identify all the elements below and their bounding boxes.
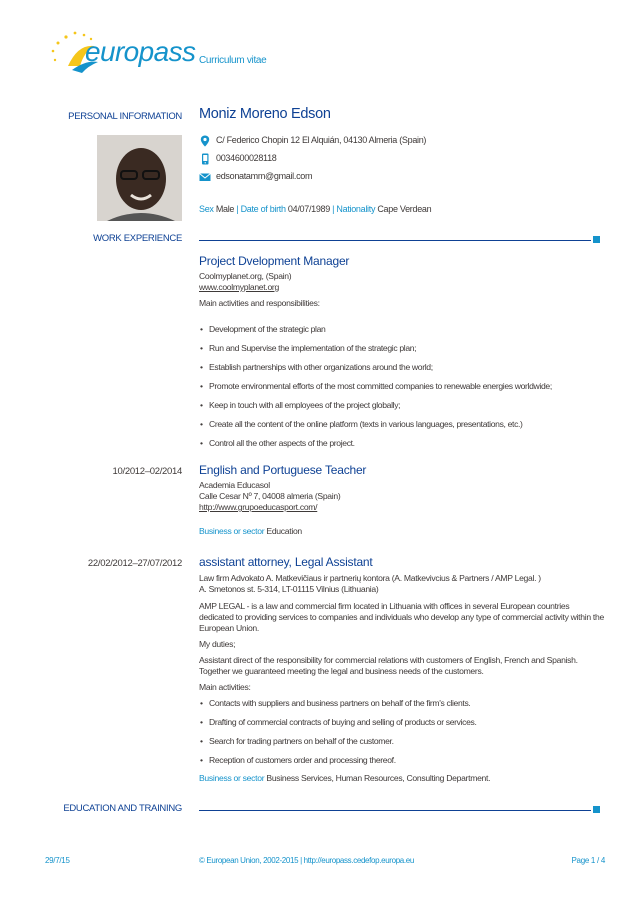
job-dates: 22/02/2012–27/07/2012 (87, 558, 182, 569)
list-item: • Search for trading partners on behalf of the customer. (199, 736, 609, 755)
job-address: Calle Cesar Nº 7, 04008 almeria (Spain) (199, 491, 341, 501)
job-url[interactable] (199, 282, 604, 293)
job-duties-heading: My duties; (199, 639, 236, 649)
nationality-value: Cape Verdean (377, 204, 432, 214)
job-title: Project Dvelopment Manager (199, 254, 350, 268)
list-item: • Promote environmental efforts of the most committed companies to renewable energies worldwide; (199, 381, 609, 400)
list-item: • Run and Supervise the implementation of the strategic plan; (199, 343, 609, 362)
activities-list (199, 698, 609, 774)
job-dates: 10/2012–02/2014 (112, 466, 182, 477)
job-address: A. Smetonos st. 5-314, LT-01115 Vilnius (Lithuania) (199, 584, 379, 594)
sector-value: Business Services, Human Resources, Consulting Department. (266, 773, 491, 783)
list-item: • Development of the strategic plan (199, 324, 609, 343)
separator: | (236, 204, 239, 214)
work-experience-label: WORK EXPERIENCE (93, 233, 182, 244)
sex-value: Male (215, 204, 235, 214)
job-activities-heading: Main activities: (199, 682, 251, 692)
location-icon (199, 135, 211, 147)
employer-link[interactable]: www.coolmyplanet.org (199, 282, 279, 292)
europass-logo (28, 26, 196, 76)
job-title: assistant attorney, Legal Assistant (199, 555, 373, 569)
job-sector (199, 773, 604, 784)
responsibility-list (199, 324, 609, 457)
list-item: • Establish partnerships with other organizations around the world; (199, 362, 609, 381)
candidate-name: Moniz Moreno Edson (199, 106, 331, 122)
logo-text: europass (85, 36, 196, 67)
job-employer: Coolmyplanet.org, (Spain) (199, 271, 292, 281)
list-item: • Create all the content of the online platform (texts in various languages, presentations, etc.) (199, 419, 609, 438)
job-title: English and Portuguese Teacher (199, 463, 367, 477)
dob-value: 04/07/1989 (287, 204, 330, 214)
education-training-label: EDUCATION AND TRAINING (63, 803, 182, 814)
list-item: • Contacts with suppliers and business partners on behalf of the firm's clients. (199, 698, 609, 717)
job-sector (199, 526, 604, 537)
job-url[interactable] (199, 502, 604, 513)
profile-photo (97, 135, 182, 221)
job-duties: Assistant direct of the responsibility for commercial relations with customers of English, French and Spanish. Together we guaranteed meeting the legal and business needs of the customers. (199, 655, 578, 676)
sector-label: Business or sector (199, 773, 265, 783)
sector-label: Business or sector (199, 526, 265, 536)
personal-details-line (199, 204, 431, 214)
section-divider (199, 240, 591, 241)
footer-date: 29/7/15 (45, 856, 70, 865)
job-description: AMP LEGAL - is a law and commercial firm located in Lithuania with offices in several European countries dedicated to providing services to companies and individuals who develop any type of commercial activity within the European Union. (199, 601, 604, 633)
sector-value: Education (266, 526, 302, 536)
list-item: • Keep in touch with all employees of the project globally; (199, 400, 609, 419)
email-icon (199, 171, 211, 183)
dob-label: Date of birth (240, 204, 286, 214)
separator: | (332, 204, 335, 214)
footer-page-number: Page 1 / 4 (571, 856, 605, 865)
address-text: C/ Federico Chopin 12 El Alquián, 04130 Almeria (Spain) (216, 135, 427, 145)
footer-copyright[interactable]: © European Union, 2002-2015 | http://europass.cedefop.europa.eu (199, 856, 414, 865)
job-intro: Main activities and responsibilities: (199, 298, 320, 308)
list-item: • Control all the other aspects of the project. (199, 438, 609, 457)
job-employer: Academia Educasol (199, 480, 270, 490)
sex-label: Sex (199, 204, 214, 214)
email-text[interactable]: edsonatamm@gmail.com (216, 171, 313, 181)
phone-text: 0034600028118 (216, 153, 277, 163)
personal-information-label: PERSONAL INFORMATION (68, 111, 182, 122)
section-divider-marker (593, 806, 600, 813)
job-employer: Law firm Advokato A. Matkevičiaus ir partnerių kontora (A. Matkevivcius & Partners / AMP Legal. ) (199, 573, 541, 583)
phone-icon (199, 153, 211, 165)
nationality-label: Nationality (336, 204, 376, 214)
section-divider-marker (593, 236, 600, 243)
list-item: • Reception of customers order and processing thereof. (199, 755, 609, 774)
employer-link[interactable]: http://www.grupoeducasport.com/ (199, 502, 318, 512)
cv-title: Curriculum vitae (199, 55, 267, 66)
list-item: • Drafting of commercial contracts of buying and selling of products or services. (199, 717, 609, 736)
section-divider (199, 810, 591, 811)
